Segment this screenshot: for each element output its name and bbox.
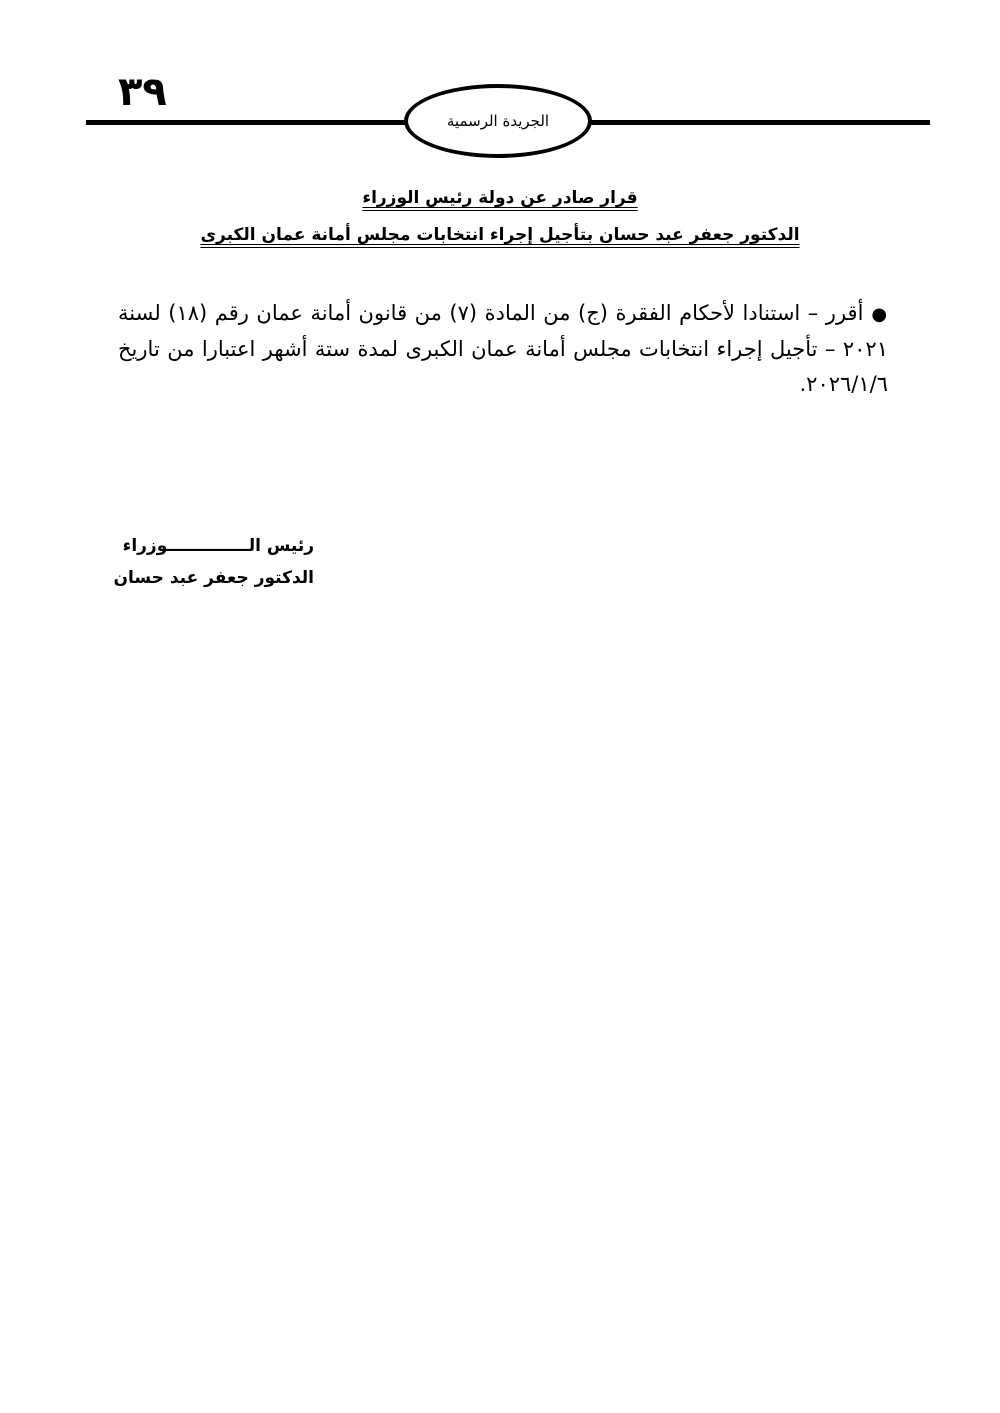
signature-role: رئيس الــــــــــــــوزراء — [122, 536, 314, 556]
decision-title-line-2: الدكتور جعفر عبد حسان بتأجيل إجراء انتخابات مجلس أمانة عمان الكبرى — [200, 225, 800, 245]
signature-name: الدكتور جعفر عبد حسان — [113, 568, 314, 588]
gazette-title-oval — [404, 84, 592, 158]
page-number: ٣٩ — [118, 69, 167, 115]
decision-text: أقرر – استنادا لأحكام الفقرة (ج) من المادة (٧) من قانون أمانة عمان رقم (١٨) لسنة ٢٠٢١ – تأجيل إجراء انتخابات مجلس أمانة عمان الكبرى لمدة ستة أشهر اعتبارا من تاريخ ٢٠٢٦/١/٦. — [118, 301, 888, 396]
decision-title-line-1: قرار صادر عن دولة رئيس الوزراء — [362, 188, 638, 208]
signature-block — [112, 530, 314, 594]
decision-body — [118, 296, 888, 402]
decision-title — [150, 190, 850, 264]
gazette-title: الجريدة الرسمية — [446, 112, 550, 130]
bullet-icon: ● — [871, 304, 888, 325]
